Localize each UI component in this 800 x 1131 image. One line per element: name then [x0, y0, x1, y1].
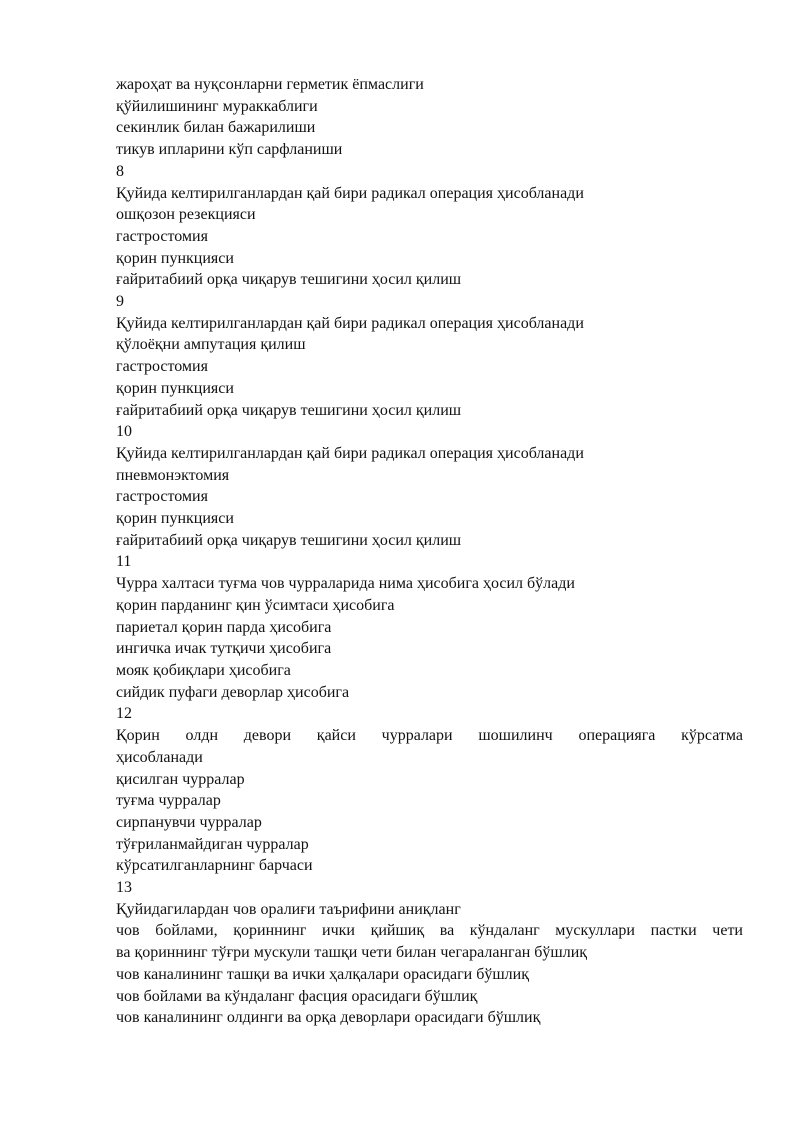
question-number: 12	[116, 705, 132, 723]
question-text: Қуйида келтирилганлардан қай бири радикал операция ҳисобланади	[116, 184, 584, 202]
answer-option: мояк қобиқлари ҳисобига	[116, 661, 291, 679]
answer-option: сирпанувчи чурралар	[116, 813, 262, 831]
answer-option: пневмонэктомия	[116, 466, 230, 484]
question-text: Чурра халтаси туғма чов чурраларида нима ҳисобига ҳосил бўлади	[116, 575, 575, 593]
answer-option: ғайритабиий орқа чиқарув тешигини ҳосил қилиш	[116, 271, 462, 289]
answer-option: чов бойлами, қориннинг ички қийшиқ ва кўндаланг мускуллари пастки чети	[116, 922, 743, 940]
answer-option: қўлоёқни ампутация қилиш	[116, 336, 306, 354]
question-number: 9	[116, 293, 124, 311]
answer-option: кўрсатилганларнинг барчаси	[116, 857, 313, 875]
question-text-continued: ҳисобланади	[116, 748, 203, 766]
answer-option: туғма чурралар	[116, 792, 221, 810]
answer-option: қўйилишининг мураккаблиги	[116, 97, 318, 115]
answer-option: сийдик пуфаги деворлар ҳисобига	[116, 683, 350, 701]
answer-option: жароҳат ва нуқсонларни герметик ёпмаслиги	[116, 76, 424, 93]
answer-option: чов бойлами ва кўндаланг фасция орасидаги бўшлиқ	[116, 987, 478, 1005]
question-number: 8	[116, 162, 124, 180]
answer-option: гастростомия	[116, 227, 208, 245]
answer-option: ошқозон резекцияси	[116, 206, 256, 224]
answer-option-continued: ва қориннинг тўғри мускули ташқи чети билан чегараланган бўшлиқ	[116, 944, 588, 962]
answer-option: қисилган чурралар	[116, 770, 245, 788]
question-text: Қуйида келтирилганлардан қай бири радикал операция ҳисобланади	[116, 444, 584, 462]
question-number: 10	[116, 423, 132, 441]
answer-option: чов каналининг олдинги ва орқа деворлари орасидаги бўшлиқ	[116, 1009, 541, 1027]
answer-option: ғайритабиий орқа чиқарув тешигини ҳосил қилиш	[116, 401, 462, 419]
answer-option: гастростомия	[116, 488, 208, 506]
answer-option: чов каналининг ташқи ва ички ҳалқалари орасидаги бўшлиқ	[116, 965, 529, 983]
answer-option: қорин пункцияси	[116, 379, 234, 397]
answer-option: ғайритабиий орқа чиқарув тешигини ҳосил қилиш	[116, 531, 462, 549]
answer-option: қорин парданинг қин ўсимтаси ҳисобига	[116, 596, 395, 614]
question-text: Қорин олдн девори қайси чурралари шошилинч операцияга кўрсатма	[116, 727, 743, 745]
answer-option: тўғриланмайдиган чурралар	[116, 835, 309, 853]
answer-option: қорин пункцияси	[116, 249, 234, 267]
answer-option: секинлик билан бажарилиши	[116, 119, 316, 137]
answer-option: гастростомия	[116, 358, 208, 376]
document-page	[116, 74, 743, 1029]
question-text: Қуйидагилардан чов оралиғи таърифини аниқланг	[116, 900, 461, 918]
question-text: Қуйида келтирилганлардан қай бири радикал операция ҳисобланади	[116, 314, 584, 332]
question-number: 13	[116, 879, 132, 897]
question-number: 11	[116, 553, 132, 571]
answer-option: қорин пункцияси	[116, 510, 234, 528]
answer-option: париетал қорин парда ҳисобига	[116, 618, 332, 636]
answer-option: тикув ипларини кўп сарфланиши	[116, 141, 343, 159]
answer-option: ингичка ичак тутқичи ҳисобига	[116, 640, 332, 658]
